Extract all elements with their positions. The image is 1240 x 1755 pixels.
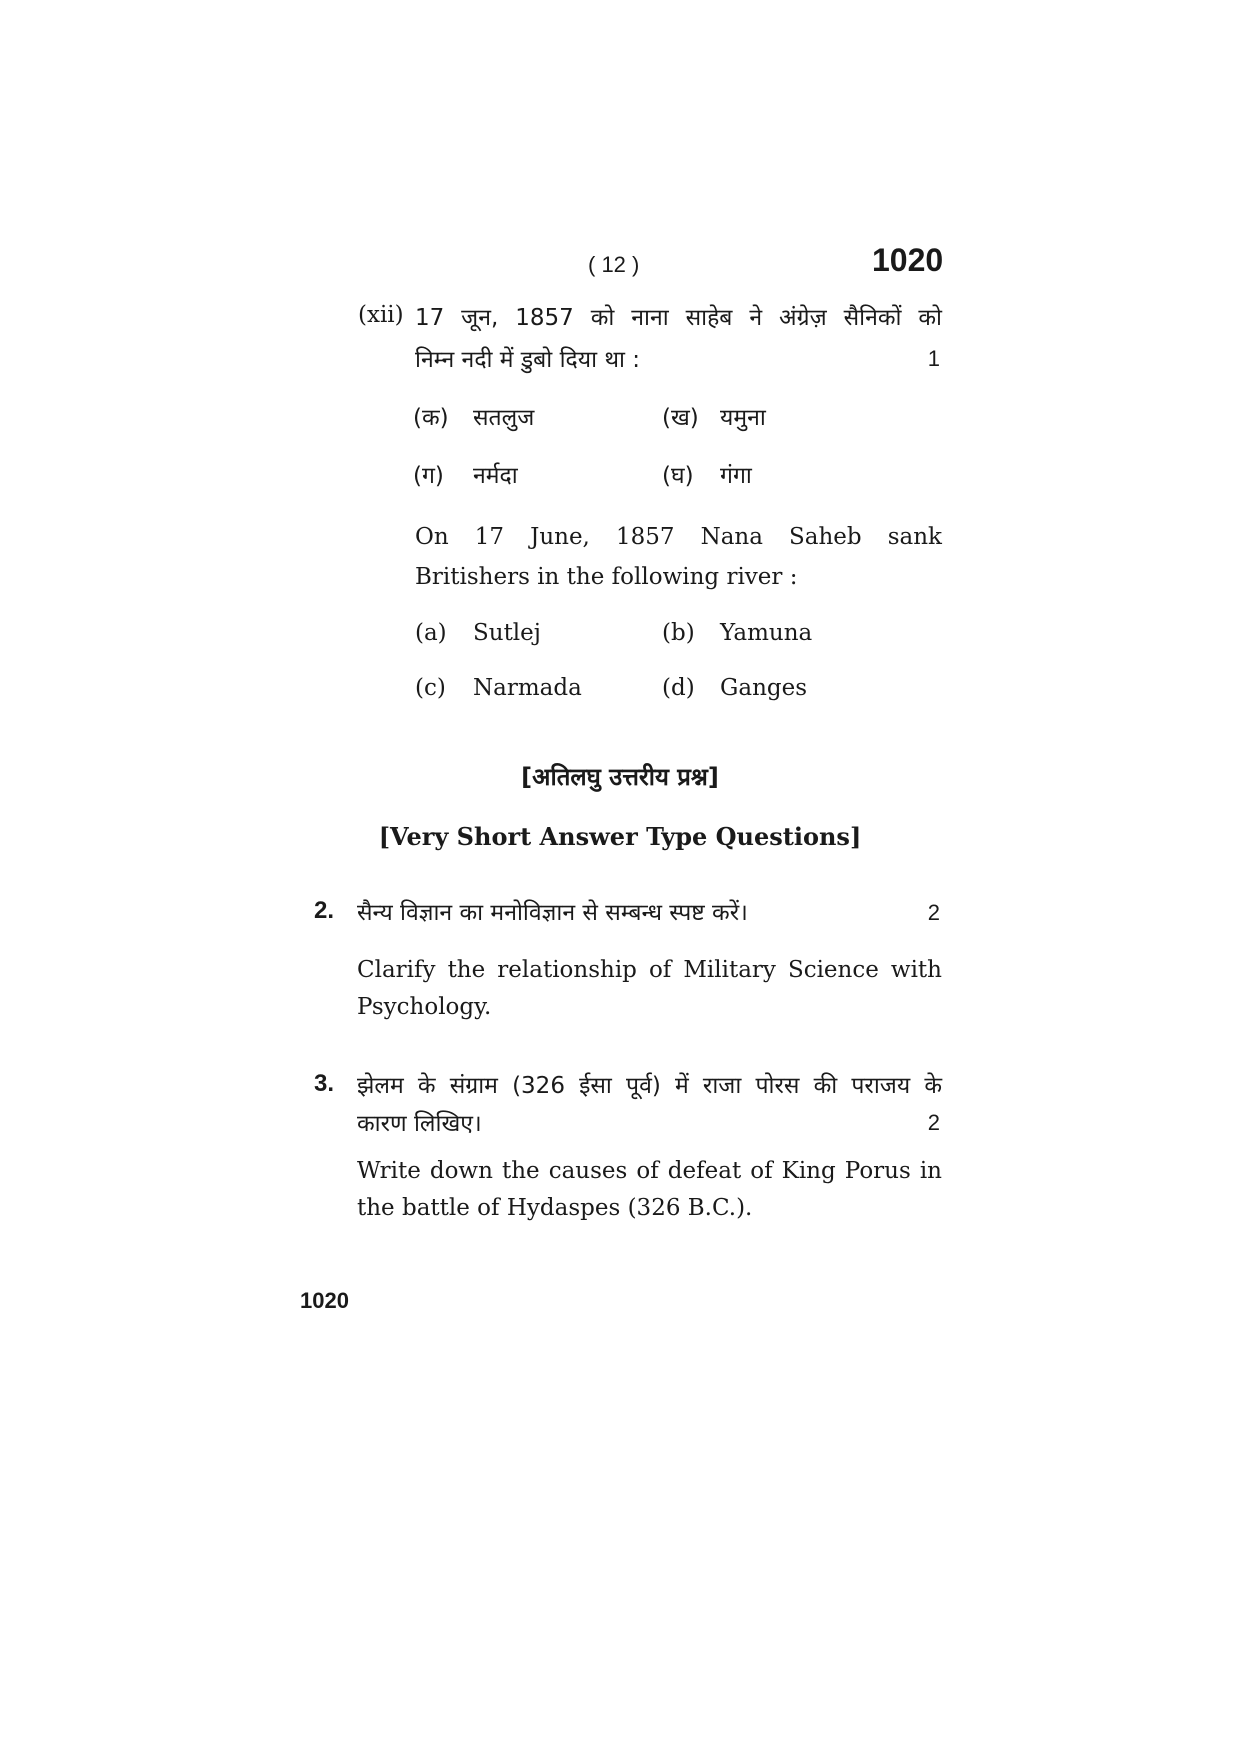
option-ka-label: (क) xyxy=(413,405,449,431)
option-b-text: Yamuna xyxy=(720,620,813,646)
section-heading-hindi: [अतिलघु उत्तरीय प्रश्न] xyxy=(521,763,719,791)
option-c-text: Narmada xyxy=(473,675,582,701)
question-3-hindi-line2: कारण लिखिए। xyxy=(357,1111,482,1137)
question-number-xii: (xii) xyxy=(358,302,404,328)
question-xii-marks: 1 xyxy=(927,346,940,371)
option-ga-text: नर्मदा xyxy=(473,463,518,489)
question-3-hindi-line1: झेलम के संग्राम (326 ईसा पूर्व) में राजा पोरस की पराजय के xyxy=(357,1073,942,1099)
question-number-3: 3. xyxy=(314,1070,335,1097)
question-xii-hindi-line2: निम्न नदी में डुबो दिया था : xyxy=(415,347,641,373)
paper-code-header: 1020 xyxy=(872,242,944,278)
option-ga-label: (ग) xyxy=(413,463,444,489)
option-ka-text: सतलुज xyxy=(473,405,535,431)
question-2-hindi: सैन्य विज्ञान का मनोविज्ञान से सम्बन्ध स्पष्ट करें। xyxy=(357,900,748,926)
question-2-english-line2: Psychology. xyxy=(357,994,492,1020)
page-number: ( 12 ) xyxy=(588,252,640,277)
option-kha-text: यमुना xyxy=(720,405,766,431)
option-d-text: Ganges xyxy=(720,675,808,701)
paper-code-footer: 1020 xyxy=(300,1288,349,1313)
question-xii-hindi-line1: 17 जून, 1857 को नाना साहेब ने अंग्रेज़ सैनिकों को xyxy=(415,305,942,331)
question-3-english-line2: the battle of Hydaspes (326 B.C.). xyxy=(357,1195,753,1221)
question-xii-english-line2: Britishers in the following river : xyxy=(415,564,798,590)
section-heading-english: [Very Short Answer Type Questions] xyxy=(378,822,862,851)
option-gha-label: (घ) xyxy=(662,463,694,489)
option-a-text: Sutlej xyxy=(473,620,541,646)
question-3-english-line1: Write down the causes of defeat of King Porus in xyxy=(357,1158,942,1184)
option-kha-label: (ख) xyxy=(662,405,699,431)
question-number-2: 2. xyxy=(314,897,335,924)
question-3-marks: 2 xyxy=(927,1110,940,1135)
option-a-label: (a) xyxy=(415,620,447,646)
option-c-label: (c) xyxy=(415,675,446,701)
option-d-label: (d) xyxy=(662,675,695,701)
question-2-marks: 2 xyxy=(927,900,940,925)
question-xii-english-line1: On 17 June, 1857 Nana Saheb sank xyxy=(415,524,942,550)
option-b-label: (b) xyxy=(662,620,695,646)
question-2-english-line1: Clarify the relationship of Military Science with xyxy=(357,957,942,983)
option-gha-text: गंगा xyxy=(720,463,752,489)
